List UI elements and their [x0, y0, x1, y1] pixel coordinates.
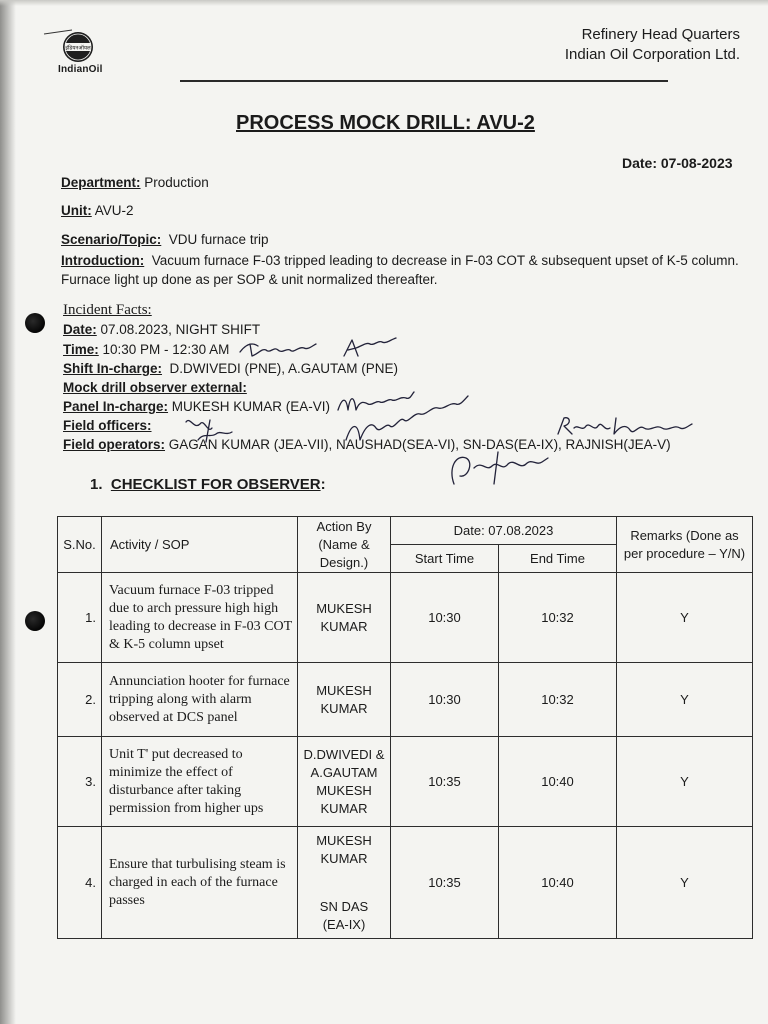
- punch-hole-bottom: [25, 611, 45, 631]
- logo-emblem-text: इंडियनऑयल: [65, 45, 91, 52]
- unit-field: [61, 203, 134, 218]
- page-top-shadow: [0, 0, 768, 6]
- panel-incharge-value: MUKESH KUMAR (EA-VI): [168, 399, 331, 414]
- unit-label: Unit:: [61, 203, 92, 218]
- header-sno: S.No.: [58, 517, 102, 573]
- row-action-by: [298, 827, 391, 939]
- mock-drill-observer-label: Mock drill observer external:: [63, 380, 247, 395]
- row-activity: Vacuum furnace F-03 tripped due to arch pressure high high leading to decrease in F-03 COT & K-5 column upset: [102, 573, 298, 663]
- row-sno: 4.: [58, 827, 102, 939]
- signature-sn-das: [444, 448, 554, 488]
- incident-date: [63, 322, 260, 337]
- row-end-time: 10:32: [499, 573, 617, 663]
- department-value: Production: [140, 175, 209, 190]
- header-activity: Activity / SOP: [102, 517, 298, 573]
- incident-time: [63, 342, 229, 357]
- logo-wordmark: IndianOil: [58, 64, 103, 75]
- row-end-time: 10:40: [499, 827, 617, 939]
- row-remarks: Y: [617, 573, 753, 663]
- row-activity: Ensure that turbulising steam is charged in each of the furnace passes: [102, 827, 298, 939]
- row-activity: Annunciation hooter for furnace tripping along with alarm observed at DCS panel: [102, 663, 298, 737]
- row-end-time: 10:40: [499, 737, 617, 827]
- introduction-field: [61, 251, 751, 289]
- row-sno: 2.: [58, 663, 102, 737]
- row-action-by-bottom: SN DAS (EA-IX): [319, 898, 369, 932]
- header-action-by: Action By (Name & Design.): [298, 517, 391, 573]
- signature-rajnish: [556, 414, 696, 440]
- page-edge-shadow: [0, 0, 16, 1024]
- checklist-colon: :: [320, 476, 326, 493]
- scenario-value: VDU furnace trip: [161, 232, 269, 247]
- checklist-number: 1.: [90, 476, 103, 493]
- shift-incharge-label: Shift In-charge:: [63, 361, 163, 376]
- document-title: PROCESS MOCK DRILL: AVU-2: [236, 112, 535, 134]
- row-sno: 3.: [58, 737, 102, 827]
- document-date: Date: 07-08-2023: [622, 155, 733, 171]
- introduction-label: Introduction:: [61, 253, 145, 268]
- checklist-heading: [90, 476, 326, 493]
- incident-time-value: 10:30 PM - 12:30 AM: [98, 342, 230, 357]
- row-activity: Unit T' put decreased to minimize the effect of disturbance after taking permission from higher ups: [102, 737, 298, 827]
- table-row: [58, 573, 753, 663]
- header-start-time: Start Time: [391, 545, 499, 573]
- department-field: [61, 175, 209, 190]
- row-action-by: D.DWIVEDI & A.GAUTAM MUKESH KUMAR: [298, 737, 391, 827]
- shift-incharge-value: D.DWIVEDI (PNE), A.GAUTAM (PNE): [162, 361, 399, 376]
- header-date-group: Date: 07.08.2023: [391, 517, 617, 545]
- row-start-time: 10:35: [391, 737, 499, 827]
- department-label: Department:: [61, 175, 141, 190]
- incident-date-label: Date:: [63, 322, 97, 337]
- field-operators-label: Field operators:: [63, 437, 166, 452]
- field-officers-label: Field officers:: [63, 418, 152, 433]
- row-action-by: MUKESH KUMAR: [298, 573, 391, 663]
- signature-gautam: [340, 334, 400, 360]
- row-start-time: 10:30: [391, 573, 499, 663]
- table-row: [58, 737, 753, 827]
- signature-field-officer: [180, 412, 240, 446]
- checklist-title: CHECKLIST FOR OBSERVER: [110, 476, 321, 493]
- header-rule: [180, 80, 668, 82]
- checklist-table: [57, 516, 753, 939]
- hq-line-1: Refinery Head Quarters: [581, 26, 740, 43]
- row-remarks: Y: [617, 827, 753, 939]
- row-action-by: MUKESH KUMAR: [298, 663, 391, 737]
- signature-naushad: [342, 392, 472, 444]
- scenario-field: [61, 232, 269, 247]
- header-end-time: End Time: [499, 545, 617, 573]
- scenario-label: Scenario/Topic:: [61, 232, 162, 247]
- hq-line-2: Indian Oil Corporation Ltd.: [564, 46, 740, 63]
- row-sno: 1.: [58, 573, 102, 663]
- mock-drill-observer: [63, 380, 247, 395]
- shift-incharge: [63, 361, 398, 376]
- incident-facts-title: Incident Facts:: [63, 302, 152, 318]
- row-start-time: 10:35: [391, 827, 499, 939]
- punch-hole-top: [25, 313, 45, 333]
- table-row: [58, 827, 753, 939]
- row-action-by-top: MUKESH KUMAR: [316, 832, 372, 866]
- table-row: [58, 663, 753, 737]
- row-remarks: Y: [617, 663, 753, 737]
- field-operators-value: GAGAN KUMAR (JEA-VII), NAUSHAD(SEA-VI), SN-DAS(EA-IX), RAJNISH(JEA-V): [165, 437, 671, 452]
- incident-time-label: Time:: [63, 342, 99, 357]
- row-start-time: 10:30: [391, 663, 499, 737]
- introduction-value: Vacuum furnace F-03 tripped leading to decrease in F-03 COT & subsequent upset of K-5 column. Furnace light up done as per SOP & unit normalized thereafter.: [61, 253, 743, 287]
- signature-dwivedi: [238, 338, 318, 360]
- row-end-time: 10:32: [499, 663, 617, 737]
- row-remarks: Y: [617, 737, 753, 827]
- indianoil-logo: [42, 26, 122, 84]
- field-officers: [63, 418, 152, 433]
- unit-value: AVU-2: [91, 203, 134, 218]
- incident-date-value: 07.08.2023, NIGHT SHIFT: [96, 322, 261, 337]
- header-remarks: Remarks (Done as per procedure – Y/N): [617, 517, 753, 573]
- panel-incharge-label: Panel In-charge:: [63, 399, 169, 414]
